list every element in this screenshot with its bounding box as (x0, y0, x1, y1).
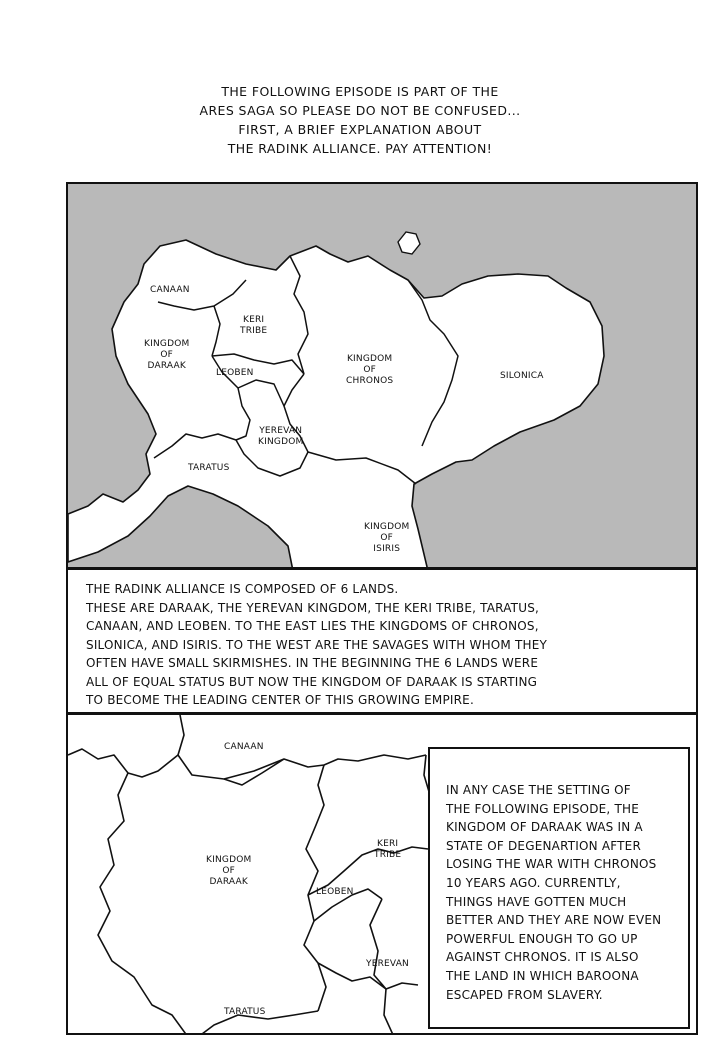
intro-line: ARES SAGA SO PLEASE DO NOT BE CONFUSED... (199, 103, 521, 118)
label-line: KINGDOM (206, 855, 252, 865)
explanation-line: CANAAN, AND LEOBEN. TO THE EAST LIES THE KINGDOMS OF CHRONOS, (86, 619, 539, 633)
setting-line: BETTER AND THEY ARE NOW EVEN (446, 913, 662, 928)
label-leoben: LEOBEN (316, 887, 354, 897)
explanation-panel (66, 568, 698, 714)
label-line: OF (363, 365, 376, 375)
explanation-line: SILONICA, AND ISIRIS. TO THE WEST ARE THE SAVAGES WITH WHOM THEY (86, 637, 548, 652)
intro-line: THE RADINK ALLIANCE. PAY ATTENTION! (227, 141, 493, 156)
label-line: CHRONOS (346, 376, 394, 386)
setting-line: THE LAND IN WHICH BAROONA (446, 968, 639, 983)
setting-line: AGAINST CHRONOS. IT IS ALSO (446, 950, 639, 965)
label-line: KERI (242, 315, 265, 325)
label-kingdom-of-chronos (346, 354, 393, 387)
label-line: YEREVAN (259, 426, 303, 436)
intro-line: THE FOLLOWING EPISODE IS PART OF THE (221, 84, 499, 99)
label-yerevan: YEREVAN (366, 959, 409, 969)
label-kingdom-of-daraak (206, 855, 251, 888)
label-keri-tribe (240, 315, 267, 337)
explanation-line: THESE ARE DARAAK, THE YEREVAN KINGDOM, THE KERI TRIBE, TARATUS, (86, 600, 540, 615)
label-kingdom-of-daraak (144, 339, 189, 372)
label-line: KINGDOM (258, 437, 304, 447)
label-line: KINGDOM (346, 354, 393, 364)
setting-line: STATE OF DEGENARTION AFTER (446, 838, 641, 853)
label-line: KERI (376, 839, 399, 849)
label-line: ISIRIS (373, 544, 401, 554)
setting-line: KINGDOM OF DARAAK WAS IN A (446, 820, 643, 835)
label-line: OF (380, 533, 394, 543)
explanation-text (86, 580, 686, 710)
label-silonica: SILONICA (500, 371, 544, 381)
label-line: OF (160, 350, 174, 360)
label-line: KINGDOM (364, 522, 410, 532)
setting-line: THE FOLLOWING EPISODE, THE (446, 801, 639, 816)
label-line: TRIBE (374, 850, 402, 860)
intro-line: FIRST, A BRIEF EXPLANATION ABOUT (238, 122, 482, 137)
label-keri-tribe (374, 839, 401, 861)
label-leoben: LEOBEN (216, 368, 254, 378)
setting-line: 10 YEARS AGO. CURRENTLY, (446, 875, 621, 890)
explanation-line: OFTEN HAVE SMALL SKIRMISHES. IN THE BEGINNING THE 6 LANDS WERE (86, 656, 539, 670)
setting-line: POWERFUL ENOUGH TO GO UP (446, 931, 638, 946)
label-taratus: TARATUS (224, 1007, 266, 1017)
label-yerevan-kingdom (258, 426, 303, 448)
region-map-panel (66, 182, 698, 569)
label-taratus: TARATUS (188, 463, 230, 473)
intro-text (150, 82, 570, 158)
label-line: KINGDOM (144, 339, 190, 349)
setting-line: IN ANY CASE THE SETTING OF (446, 783, 631, 797)
daraak-map-panel (66, 713, 698, 1035)
setting-caption-box (428, 747, 690, 1029)
explanation-line: TO BECOME THE LEADING CENTER OF THIS GROWING EMPIRE. (86, 693, 474, 707)
label-line: TRIBE (240, 326, 268, 336)
label-line: OF (222, 866, 236, 876)
explanation-line: THE RADINK ALLIANCE IS COMPOSED OF 6 LANDS. (86, 582, 399, 596)
label-line: DARAAK (147, 361, 186, 371)
label-kingdom-of-isiris (364, 522, 409, 555)
setting-text (446, 781, 682, 1004)
label-canaan: CANAAN (224, 742, 264, 752)
explanation-line: ALL OF EQUAL STATUS BUT NOW THE KINGDOM OF DARAAK IS STARTING (86, 674, 538, 689)
setting-line: ESCAPED FROM SLAVERY. (446, 987, 603, 1002)
label-canaan: CANAAN (150, 285, 190, 295)
label-line: DARAAK (209, 877, 248, 887)
setting-line: THINGS HAVE GOTTEN MUCH (446, 894, 627, 909)
setting-line: LOSING THE WAR WITH CHRONOS (446, 857, 657, 872)
